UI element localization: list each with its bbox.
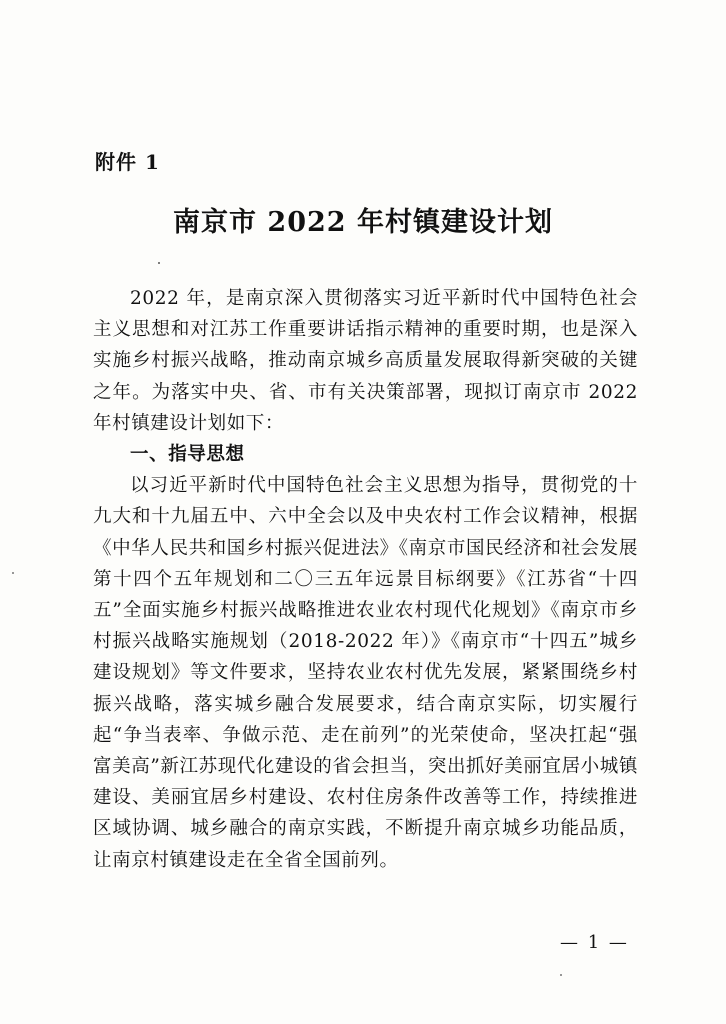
scan-speck xyxy=(158,262,160,264)
intro-paragraph: 2022 年，是南京深入贯彻落实习近平新时代中国特色社会主义思想和对江苏工作重要讲话指示精神的重要时期，也是深入实施乡村振兴战略，推动南京城乡高质量发展取得新突破的关键之年。为落实中央、省、市有关决策部署，现拟订南京市 2022 年村镇建设计划如下： xyxy=(93,288,638,434)
page-number: — 1 — xyxy=(560,932,629,953)
attachment-label: 附件 1 xyxy=(95,150,160,174)
document-body xyxy=(93,283,638,876)
scan-speck xyxy=(12,572,14,574)
page-title: 南京市 2022 年村镇建设计划 xyxy=(173,207,553,238)
scan-speck xyxy=(560,974,562,976)
section-paragraph-guiding-ideology: 以习近平新时代中国特色社会主义思想为指导，贯彻党的十九大和十九届五中、六中全会以及中央农村工作会议精神，根据《中华人民共和国乡村振兴促进法》《南京市国民经济和社会发展第十四个五年规划和二〇三五年远景目标纲要》《江苏省“十四五”全面实施乡村振兴战略推进农业农村现代化规划》《南京市乡村振兴战略实施规划（2018-2022 年）》《南京市“十四五”城乡建设规划》等文件要求，坚持农业农村优先发展，紧紧围绕乡村振兴战略，落实城乡融合发展要求，结合南京实际，切实履行起“争当表率、争做示范、走在前列”的光荣使命，坚决扛起“强富美高”新江苏现代化建设的省会担当，突出抓好美丽宜居小城镇建设、美丽宜居乡村建设、农村住房条件改善等工作，持续推进区域协调、城乡融合的南京实践，不断提升南京城乡功能品质，让南京村镇建设走在全省全国前列。 xyxy=(93,475,638,871)
section-heading-guiding-ideology: 一、指导思想 xyxy=(130,444,245,466)
